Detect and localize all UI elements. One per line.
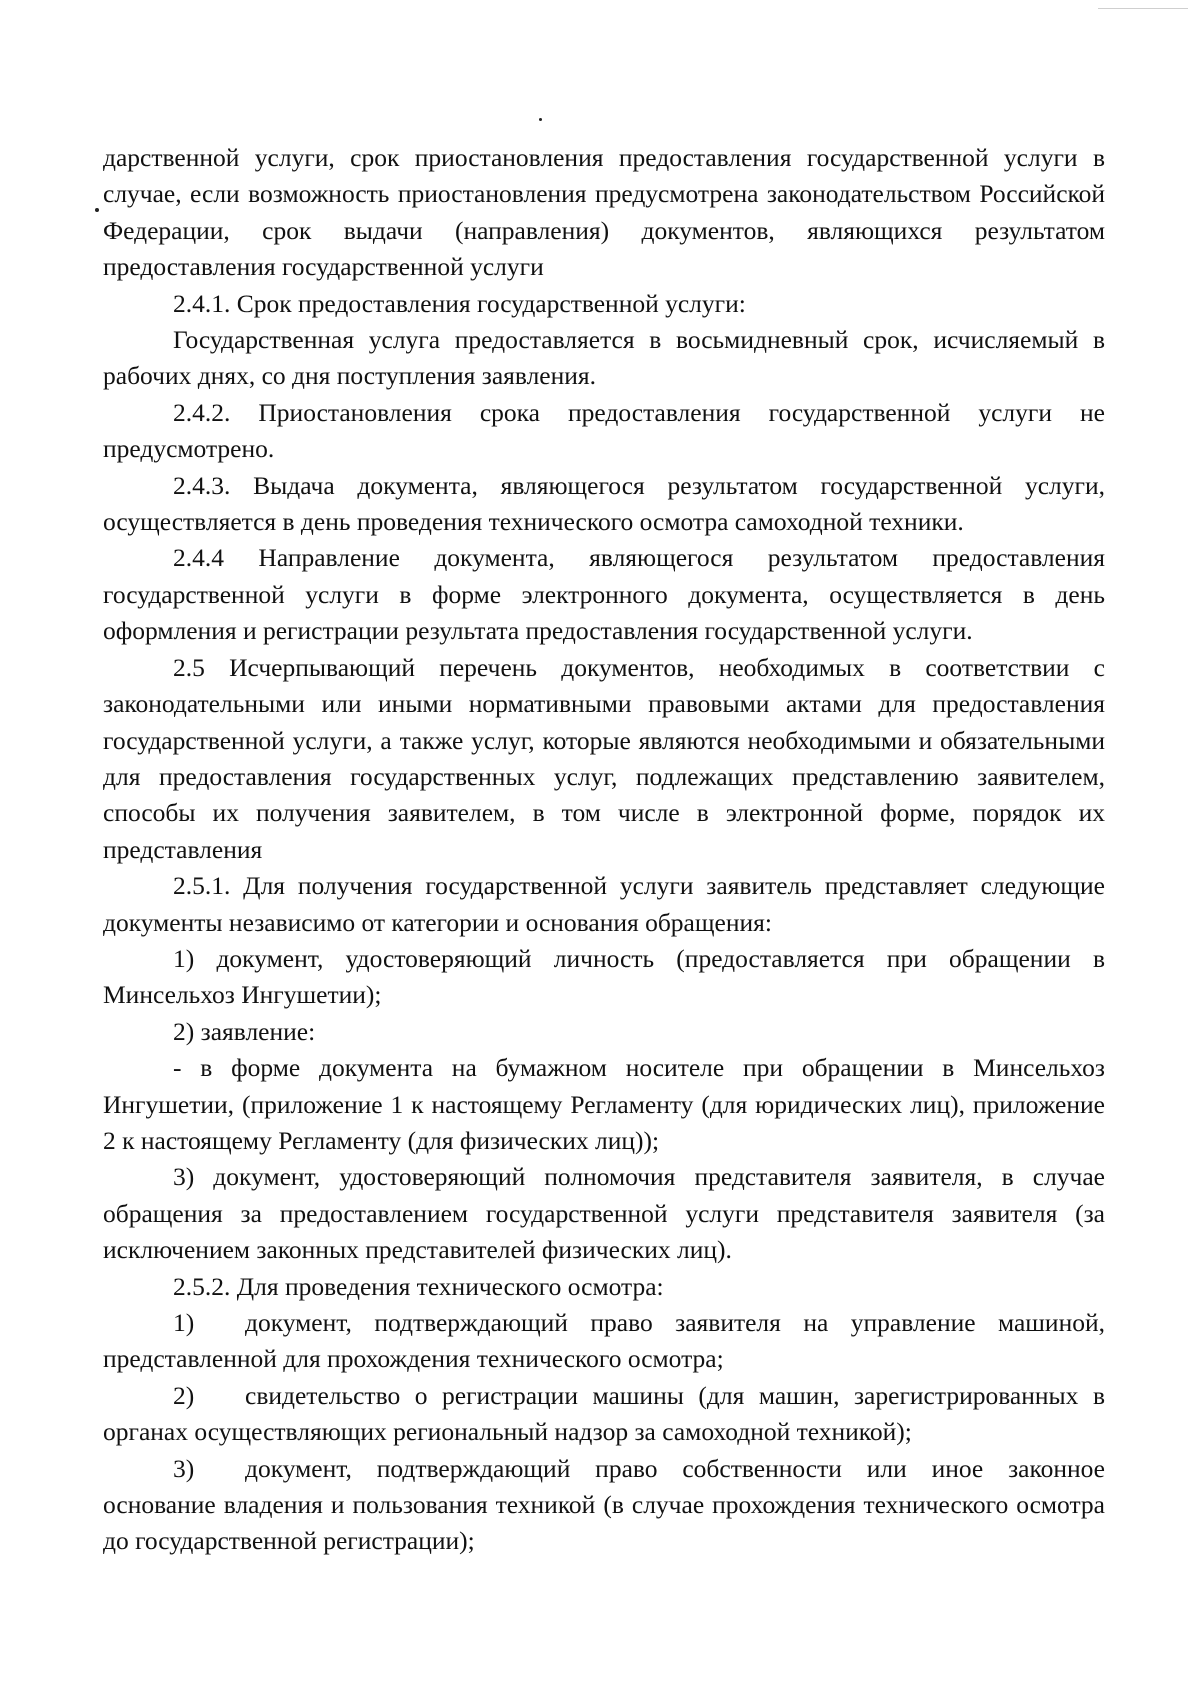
list-item-representative-authority: 3) документ, удостоверяющий полномочия представителя заявителя, в случае обращения за предоставлением государственной услуги представителя заявителя (за исключением законных представителей физических лиц).	[103, 1162, 1105, 1265]
item-text: документ, подтверждающий право заявителя на управление машиной, представленной для прохождения технического осмотра;	[103, 1308, 1105, 1374]
paragraph-2-5-2: 2.5.2. Для проведения технического осмотра:	[173, 1271, 664, 1301]
paragraph-2-4-2: 2.4.2. Приостановления срока предоставления государственной услуги не предусмотрено.	[103, 397, 1105, 464]
paragraph-2-4-3: 2.4.3. Выдача документа, являющегося результатом государственной услуги, осуществляется в день проведения технического осмотра самоходной техники.	[103, 470, 1105, 537]
list-item-identity-document: 1) документ, удостоверяющий личность (предоставляется при обращении в Минсельхоз Ингушетии);	[103, 943, 1105, 1010]
item-text: свидетельство о регистрации машины (для машин, зарегистрированных в органах осуществляющих региональный надзор за самоходной техникой);	[103, 1380, 1105, 1447]
scan-edge-line	[1098, 8, 1188, 9]
paragraph-2-4-4: 2.4.4 Направление документа, являющегося результатом предоставления государственной услуги в форме электронного документа, осуществляется в день оформления и регистрации результата предоставления государственной услуги.	[103, 543, 1105, 646]
paragraph-2-5-1: 2.5.1. Для получения государственной услуги заявитель представляет следующие документы независимо от категории и основания обращения:	[103, 871, 1105, 937]
numbered-item	[103, 1305, 1105, 1378]
paragraph-2-4-1: 2.4.1. Срок предоставления государственной услуги:	[173, 288, 746, 318]
scan-speck	[95, 208, 99, 212]
document-page	[103, 140, 1105, 1560]
list-item-paper-form: - в форме документа на бумажном носителе при обращении в Минсельхоз Ингушетии, (приложение 1 к настоящему Регламенту (для юридических лиц), приложение 2 к настоящему Регламенту (для физических лиц));	[103, 1053, 1105, 1155]
item-number: 1)	[173, 1308, 195, 1337]
item-number: 2)	[173, 1380, 195, 1410]
paragraph-intro: дарственной услуги, срок приостановления предоставления государственной услуги в случае, если возможность приостановления предусмотрена законодательством Российской Федерации, срок выдачи (направления) документов, являющихся результатом предоставления государственной услуги	[103, 143, 1105, 282]
item-number: 3)	[173, 1453, 195, 1483]
item-text: документ, подтверждающий право собственности или иное законное основание владения и пользования техникой (в случае прохождения технического осмотра до государственной регистрации);	[103, 1453, 1105, 1556]
numbered-item	[103, 1451, 1105, 1560]
paragraph-term: Государственная услуга предоставляется в восьмидневный срок, исчисляемый в рабочих днях, со дня поступления заявления.	[103, 325, 1105, 391]
scan-speck	[539, 118, 542, 121]
list-item-application: 2) заявление:	[173, 1016, 316, 1046]
numbered-item	[103, 1378, 1105, 1451]
paragraph-2-5: 2.5 Исчерпывающий перечень документов, необходимых в соответствии с законодательными или иными нормативными правовыми актами для предоставления государственной услуги, а также услуг, которые являются необходимыми и обязательными для предоставления государственных услуг, подлежащих представлению заявителем, способы их получения заявителем, в том числе в электронной форме, порядок их представления	[103, 652, 1105, 864]
